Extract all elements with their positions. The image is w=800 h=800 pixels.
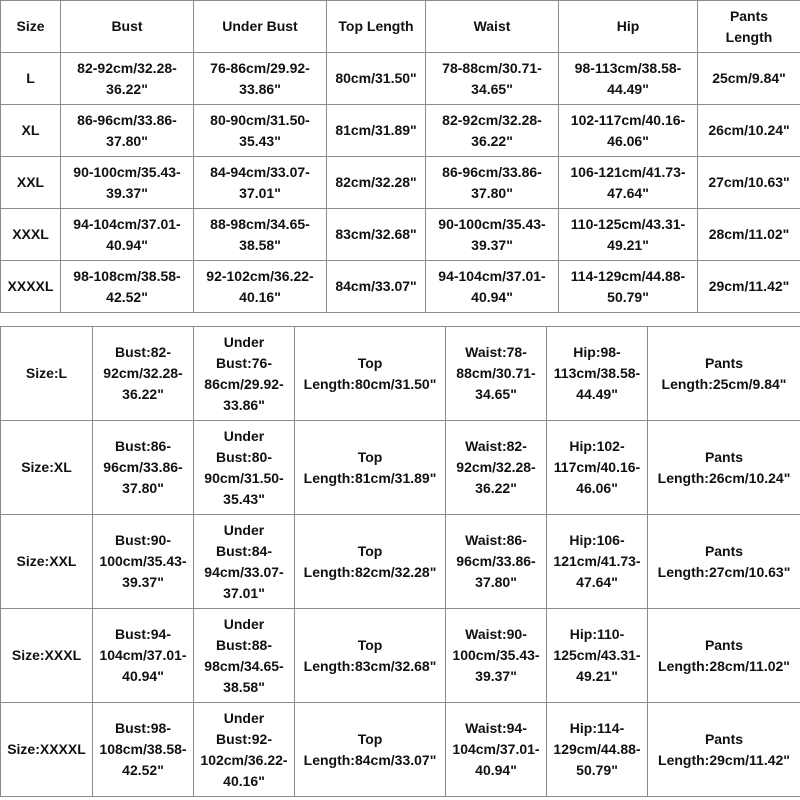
header-pants-length: Pants Length (698, 1, 800, 53)
cell-under-bust: Under Bust:92- 102cm/36.22- 40.16" (194, 703, 295, 797)
cell-top-length: 84cm/33.07" (327, 261, 426, 313)
table-row (1, 105, 800, 157)
cell-size: Size:XXXXL (1, 703, 93, 797)
cell-hip: 98-113cm/38.58- 44.49" (559, 53, 698, 105)
cell-hip: Hip:110- 125cm/43.31- 49.21" (547, 609, 648, 703)
cell-under-bust: Under Bust:88- 98cm/34.65- 38.58" (194, 609, 295, 703)
table-row (1, 53, 800, 105)
cell-bust: 90-100cm/35.43- 39.37" (61, 157, 194, 209)
cell-waist: Waist:90- 100cm/35.43- 39.37" (446, 609, 547, 703)
cell-hip: 110-125cm/43.31- 49.21" (559, 209, 698, 261)
cell-under-bust: 80-90cm/31.50- 35.43" (194, 105, 327, 157)
cell-top-length: Top Length:83cm/32.68" (295, 609, 446, 703)
cell-top-length: 83cm/32.68" (327, 209, 426, 261)
cell-size: Size:XL (1, 421, 93, 515)
cell-waist: 86-96cm/33.86- 37.80" (426, 157, 559, 209)
header-hip: Hip (559, 1, 698, 53)
table-row (1, 327, 800, 421)
table-row (1, 609, 800, 703)
cell-hip: Hip:98- 113cm/38.58- 44.49" (547, 327, 648, 421)
cell-waist: 90-100cm/35.43- 39.37" (426, 209, 559, 261)
cell-bust: 98-108cm/38.58- 42.52" (61, 261, 194, 313)
cell-under-bust: 84-94cm/33.07- 37.01" (194, 157, 327, 209)
cell-size: XXXXL (1, 261, 61, 313)
cell-pants-length: Pants Length:28cm/11.02" (648, 609, 800, 703)
header-under-bust: Under Bust (194, 1, 327, 53)
cell-top-length: Top Length:80cm/31.50" (295, 327, 446, 421)
cell-pants-length: 25cm/9.84" (698, 53, 800, 105)
cell-bust: 82-92cm/32.28- 36.22" (61, 53, 194, 105)
table-row (1, 703, 800, 797)
header-waist: Waist (426, 1, 559, 53)
cell-top-length: 81cm/31.89" (327, 105, 426, 157)
cell-hip: Hip:106- 121cm/41.73- 47.64" (547, 515, 648, 609)
cell-waist: Waist:94- 104cm/37.01- 40.94" (446, 703, 547, 797)
cell-under-bust: 92-102cm/36.22- 40.16" (194, 261, 327, 313)
cell-bust: Bust:98- 108cm/38.58- 42.52" (93, 703, 194, 797)
cell-under-bust: Under Bust:80- 90cm/31.50- 35.43" (194, 421, 295, 515)
cell-pants-length: Pants Length:29cm/11.42" (648, 703, 800, 797)
cell-under-bust: Under Bust:76- 86cm/29.92- 33.86" (194, 327, 295, 421)
table-header-row (1, 1, 800, 53)
cell-size: Size:L (1, 327, 93, 421)
cell-under-bust: Under Bust:84- 94cm/33.07- 37.01" (194, 515, 295, 609)
cell-top-length: Top Length:84cm/33.07" (295, 703, 446, 797)
cell-pants-length: 26cm/10.24" (698, 105, 800, 157)
header-size: Size (1, 1, 61, 53)
table-row (1, 261, 800, 313)
cell-bust: Bust:94- 104cm/37.01- 40.94" (93, 609, 194, 703)
cell-hip: Hip:102- 117cm/40.16- 46.06" (547, 421, 648, 515)
cell-bust: 86-96cm/33.86- 37.80" (61, 105, 194, 157)
cell-pants-length: Pants Length:26cm/10.24" (648, 421, 800, 515)
cell-size: XXL (1, 157, 61, 209)
size-table-top (0, 0, 800, 313)
cell-bust: 94-104cm/37.01- 40.94" (61, 209, 194, 261)
cell-pants-length: Pants Length:27cm/10.63" (648, 515, 800, 609)
table-row (1, 157, 800, 209)
cell-hip: Hip:114- 129cm/44.88- 50.79" (547, 703, 648, 797)
table-row (1, 515, 800, 609)
cell-bust: Bust:82- 92cm/32.28- 36.22" (93, 327, 194, 421)
cell-waist: 78-88cm/30.71- 34.65" (426, 53, 559, 105)
table-row (1, 209, 800, 261)
cell-top-length: 80cm/31.50" (327, 53, 426, 105)
cell-size: Size:XXXL (1, 609, 93, 703)
cell-bust: Bust:86- 96cm/33.86- 37.80" (93, 421, 194, 515)
cell-pants-length: Pants Length:25cm/9.84" (648, 327, 800, 421)
cell-top-length: Top Length:81cm/31.89" (295, 421, 446, 515)
cell-waist: Waist:86- 96cm/33.86- 37.80" (446, 515, 547, 609)
cell-pants-length: 28cm/11.02" (698, 209, 800, 261)
cell-bust: Bust:90- 100cm/35.43- 39.37" (93, 515, 194, 609)
cell-waist: Waist:78- 88cm/30.71- 34.65" (446, 327, 547, 421)
header-top-length: Top Length (327, 1, 426, 53)
header-bust: Bust (61, 1, 194, 53)
cell-under-bust: 76-86cm/29.92- 33.86" (194, 53, 327, 105)
cell-hip: 106-121cm/41.73- 47.64" (559, 157, 698, 209)
cell-waist: 82-92cm/32.28- 36.22" (426, 105, 559, 157)
table-row (1, 421, 800, 515)
cell-hip: 102-117cm/40.16- 46.06" (559, 105, 698, 157)
cell-under-bust: 88-98cm/34.65- 38.58" (194, 209, 327, 261)
cell-size: XXXL (1, 209, 61, 261)
cell-waist: 94-104cm/37.01- 40.94" (426, 261, 559, 313)
cell-size: XL (1, 105, 61, 157)
cell-waist: Waist:82- 92cm/32.28- 36.22" (446, 421, 547, 515)
cell-top-length: 82cm/32.28" (327, 157, 426, 209)
size-table-bottom (0, 326, 800, 797)
cell-size: L (1, 53, 61, 105)
cell-pants-length: 29cm/11.42" (698, 261, 800, 313)
cell-size: Size:XXL (1, 515, 93, 609)
cell-hip: 114-129cm/44.88- 50.79" (559, 261, 698, 313)
cell-pants-length: 27cm/10.63" (698, 157, 800, 209)
cell-top-length: Top Length:82cm/32.28" (295, 515, 446, 609)
